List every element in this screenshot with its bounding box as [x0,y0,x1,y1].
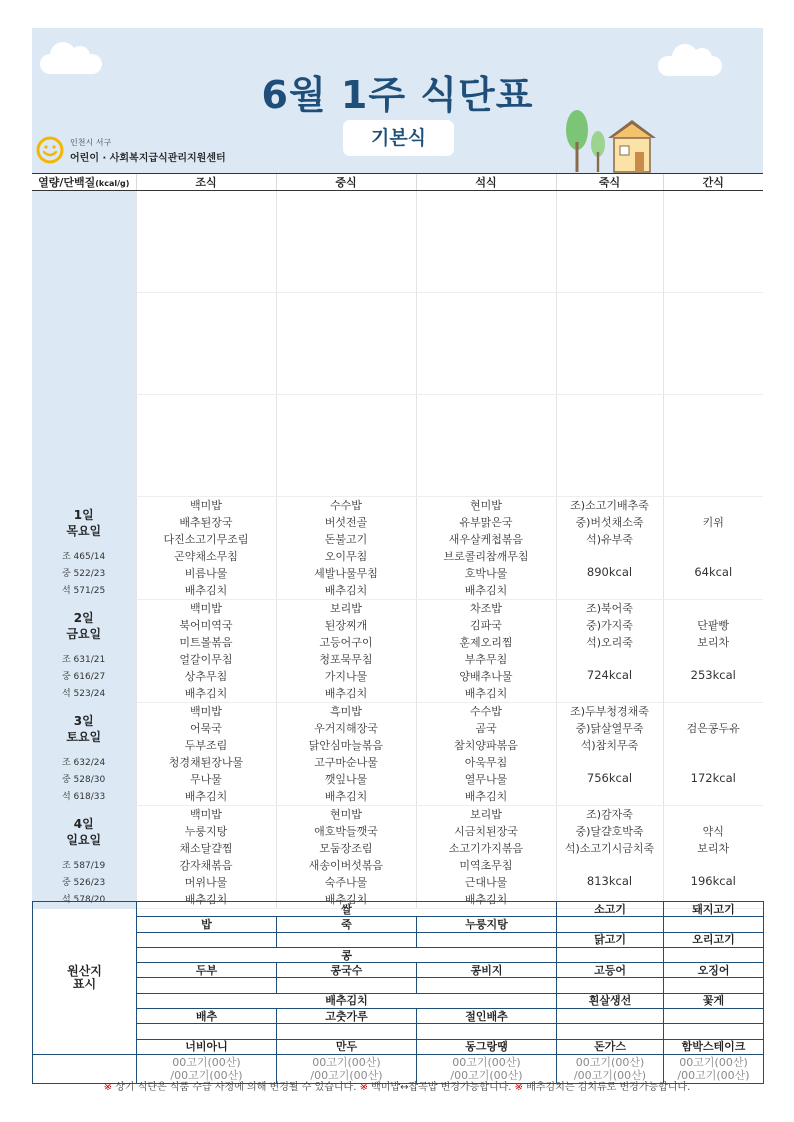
origin-processed-item: 너비아니 [137,1039,277,1054]
origin-meat-item: 돼지고기 [664,902,764,917]
porridge-cell: 조)감자죽 중)달걀호박죽 석)소고기시금치죽 813kcal [556,806,663,909]
day-weekday: 토요일 [66,729,102,744]
origin-empty [137,932,277,947]
origin-empty [137,1024,277,1039]
origin-empty [417,978,557,993]
nutrition-breakfast: 조 465/14 [62,551,106,562]
porridge-kcal: 813kcal [586,874,633,888]
col-header-porridge: 죽식 [556,174,663,191]
origin-item: 두부 [137,963,277,978]
origin-empty [277,1024,417,1039]
porridge-cell: 조)소고기배추죽 중)버섯채소죽 석)유부죽 890kcal [556,497,663,600]
nutrition-breakfast: 조 631/21 [62,654,106,665]
nutrition-lunch: 중 616/27 [62,671,106,682]
porridge-kcal: 890kcal [586,565,633,579]
org-region: 인천시 서구 [70,138,112,147]
dinner-cell: 차조밥 김파국 훈제오리찜 부추무침 양배추나물 배추김치 [416,600,556,703]
tree-house-illustration-icon [560,108,660,173]
empty-row [32,191,763,293]
origin-empty [557,947,664,962]
col-header-dinner: 석식 [416,174,556,191]
menu-header-row [32,174,763,191]
origin-meat-item: 오징어 [664,963,764,978]
origin-empty [277,978,417,993]
origin-item: 절인배추 [417,1009,557,1024]
origin-item: 고춧가루 [277,1009,417,1024]
porridge-kcal: 724kcal [586,668,633,682]
origin-item: 죽 [277,917,417,932]
origin-meat-item: 닭고기 [557,932,664,947]
porridge-kcal: 756kcal [586,771,633,785]
origin-empty [557,1009,664,1024]
origin-empty [664,947,764,962]
origin-sample: 00고기(00산) /00고기(00산) [557,1054,664,1083]
origin-sample: 00고기(00산) /00고기(00산) [137,1054,277,1083]
origin-meat-item: 흰살생선 [557,993,664,1008]
porridge-cell: 조)북어죽 중)가지죽 석)오리죽 724kcal [556,600,663,703]
origin-meat-item: 고등어 [557,963,664,978]
snack-kcal: 196kcal [690,874,736,888]
origin-item: 밥 [137,917,277,932]
origin-label: 원산지 표시 [33,902,137,1055]
day-row [32,497,763,600]
origin-sample: 00고기(00산) /00고기(00산) [417,1054,557,1083]
day-info-cell [32,703,136,806]
col-header-info: 열량/단백질(kcal/g) [32,174,136,191]
day-number: 3일 [73,713,94,728]
origin-group-rice: 쌀 [137,902,557,917]
dinner-cell: 수수밥 곰국 참치양파볶음 아욱무침 열무나물 배추김치 [416,703,556,806]
snack-kcal: 253kcal [690,668,736,682]
dinner-cell: 현미밥 유부맑은국 새우살케첩볶음 브로콜리참깨무침 호박나물 배추김치 [416,497,556,600]
menu-table [32,173,763,909]
footnote: ※ 상기 식단은 식품 수급 사정에 의해 변경될 수 있습니다. ※ 백미밥↔잡곡밥 변경가능합니다. ※ 배추김치는 김치류로 변경가능합니다. [103,1082,691,1093]
origin-empty [137,978,277,993]
origin-meat-item: 꽃게 [664,993,764,1008]
day-number: 2일 [73,610,94,625]
day-row [32,806,763,909]
col-header-snack: 간식 [663,174,763,191]
origin-item: 콩국수 [277,963,417,978]
snack-kcal: 172kcal [690,771,736,785]
origin-empty [664,1009,764,1024]
snack-kcal: 64kcal [694,565,733,579]
origin-table [32,901,764,1084]
origin-empty [664,1024,764,1039]
snack-cell: 약식 보리차 196kcal [663,806,763,909]
origin-group-bean: 콩 [137,947,557,962]
day-info-cell [32,497,136,600]
empty-row [32,395,763,497]
snack-cell: 단팥빵 보리차 253kcal [663,600,763,703]
note-mark: ※ [103,1082,113,1093]
breakfast-cell: 백미밥 어묵국 두부조림 청경채된장나물 무나물 배추김치 [136,703,276,806]
lunch-cell: 현미밥 애호박들깻국 모둠장조림 새송이버섯볶음 숙주나물 배추김치 [276,806,416,909]
origin-empty [417,1024,557,1039]
nutrition-lunch: 중 526/23 [62,877,106,888]
lunch-cell: 보리밥 된장찌개 고등어구이 청포묵무침 가지나물 배추김치 [276,600,416,703]
menu-type-badge: 기본식 [343,120,454,156]
note-mark: ※ [514,1082,524,1093]
origin-meat-item: 소고기 [557,902,664,917]
nutrition-breakfast: 조 632/24 [62,757,106,768]
nutrition-dinner: 석 571/25 [62,585,106,596]
day-weekday: 목요일 [66,523,102,538]
day-info-cell [32,600,136,703]
lunch-cell: 흑미밥 우거지해장국 닭안심마늘볶음 고구마순나물 깻잎나물 배추김치 [276,703,416,806]
smile-logo-icon [36,136,64,164]
origin-sample: 00고기(00산) /00고기(00산) [277,1054,417,1083]
empty-row [32,293,763,395]
origin-empty [277,932,417,947]
day-row [32,600,763,703]
note-mark: ※ [359,1082,368,1093]
nutrition-dinner: 석 523/24 [62,688,106,699]
origin-item: 배추 [137,1009,277,1024]
col-header-breakfast: 조식 [136,174,276,191]
origin-empty [557,1024,664,1039]
day-number: 1일 [73,507,94,522]
nutrition-dinner: 석 618/33 [62,791,106,802]
origin-sample: 00고기(00산) /00고기(00산) [664,1054,764,1083]
origin-processed-item: 만두 [277,1039,417,1054]
origin-group-kimchi: 배추김치 [137,993,557,1008]
nutrition-lunch: 중 522/23 [62,568,106,579]
day-weekday: 금요일 [66,626,102,641]
nutrition-lunch: 중 528/30 [62,774,106,785]
origin-processed-item: 동그랑땡 [417,1039,557,1054]
origin-empty [664,917,764,932]
nutrition-dinner: 석 578/20 [62,894,106,905]
origin-processed-item: 함박스테이크 [664,1039,764,1054]
dinner-cell: 보리밥 시금치된장국 소고기가지볶음 미역초무침 근대나물 배추김치 [416,806,556,909]
origin-item: 콩비지 [417,963,557,978]
day-row [32,703,763,806]
org-name: 어린이 · 사회복지급식관리지원센터 [70,153,226,164]
day-number: 4일 [73,816,94,831]
breakfast-cell: 백미밥 북어미역국 미트볼볶음 얼갈이무침 상추무침 배추김치 [136,600,276,703]
origin-empty [557,917,664,932]
lunch-cell: 수수밥 버섯전골 돈불고기 오이무침 세발나물무침 배추김치 [276,497,416,600]
origin-empty [417,932,557,947]
snack-cell: 검은콩두유 172kcal [663,703,763,806]
origin-empty [557,978,664,993]
nutrition-breakfast: 조 587/19 [62,860,106,871]
origin-meat-item: 오리고기 [664,932,764,947]
origin-empty [664,978,764,993]
day-info-cell [32,806,136,909]
porridge-cell: 조)두부청경채죽 중)닭살열무죽 석)참치무죽 756kcal [556,703,663,806]
breakfast-cell: 백미밥 배추된장국 다진소고기무조림 곤약채소무침 비름나물 배추김치 [136,497,276,600]
origin-item: 누룽지탕 [417,917,557,932]
snack-cell: 키위 64kcal [663,497,763,600]
page-title: 6월 1주 식단표 [261,73,534,117]
day-weekday: 일요일 [66,832,102,847]
breakfast-cell: 백미밥 누룽지탕 채소달걀찜 감자채볶음 머위나물 배추김치 [136,806,276,909]
header-banner [32,28,763,173]
col-header-lunch: 중식 [276,174,416,191]
origin-processed-item: 돈가스 [557,1039,664,1054]
